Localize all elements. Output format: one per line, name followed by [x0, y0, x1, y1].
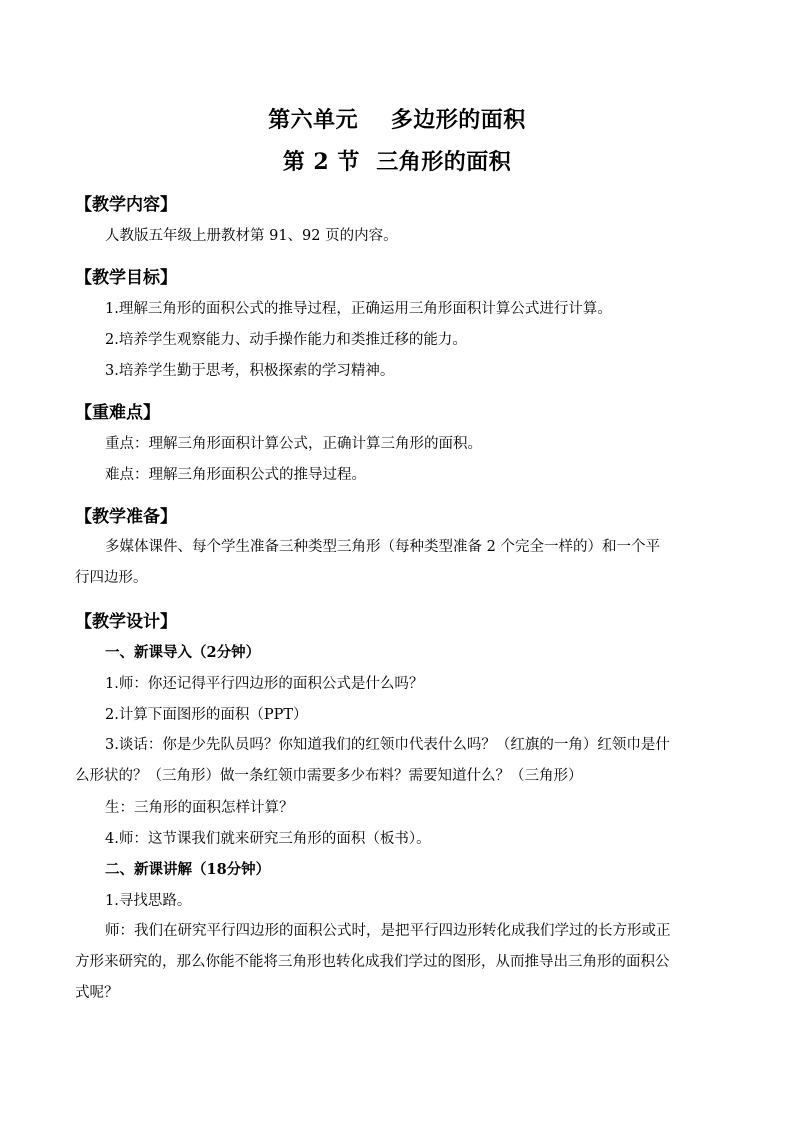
part1-item-3: 3.谈话：你是少先队员吗？你知道我们的红领巾代表什么吗？（红旗的一角）红领巾是什么形状的？（三角形）做一条红领巾需要多少布料？需要知道什么？（三角形）	[75, 737, 670, 784]
part1-item-2: 2.计算下面图形的面积（PPT）	[105, 707, 308, 723]
preparation-paragraph: 多媒体课件、每个学生准备三种类型三角形（每种类型准备 2 个完全一样的）和一个平行四边形。	[75, 539, 660, 586]
part1-item-5: 4.师：这节课我们就来研究三角形的面积（板书）。	[105, 831, 431, 847]
goal-item-3: 3.培养学生勤于思考，积极探索的学习精神。	[105, 363, 395, 379]
part1-item-4: 生：三角形的面积怎样计算？	[105, 800, 294, 816]
section-heading-content: 【教学内容】	[75, 195, 177, 215]
part2-item-1: 1.寻找思路。	[105, 893, 192, 909]
part2-item-2: 师：我们在研究平行四边形的面积公式时，是把平行四边形转化成我们学过的长方形或正方形来研究的，那么你能不能将三角形也转化成我们学过的图形，从而推导出三角形的面积公式呢？	[75, 923, 671, 1001]
unit-title: 第六单元 多边形的面积	[268, 107, 526, 133]
goal-item-2: 2.培养学生观察能力、动手操作能力和类推迁移的能力。	[105, 332, 467, 348]
lesson-title: 第 2 节 三角形的面积	[282, 149, 512, 175]
difficult-point: 难点：理解三角形面积公式的推导过程。	[105, 467, 366, 483]
content-paragraph: 人教版五年级上册教材第 91、92 页的内容。	[105, 228, 398, 244]
part1-item-1: 1.师：你还记得平行四边形的面积公式是什么吗？	[105, 676, 424, 692]
part1-heading: 一、新课导入（2分钟）	[105, 644, 261, 661]
section-heading-preparation: 【教学准备】	[75, 507, 177, 527]
section-heading-goals: 【教学目标】	[75, 268, 177, 288]
goal-item-1: 1.理解三角形的面积公式的推导过程，正确运用三角形面积计算公式进行计算。	[105, 301, 612, 317]
section-heading-key-points: 【重难点】	[75, 403, 160, 423]
part2-heading: 二、新课讲解（18分钟）	[105, 861, 271, 878]
key-point: 重点：理解三角形面积计算公式，正确计算三角形的面积。	[105, 436, 482, 452]
section-heading-design: 【教学设计】	[75, 612, 177, 632]
